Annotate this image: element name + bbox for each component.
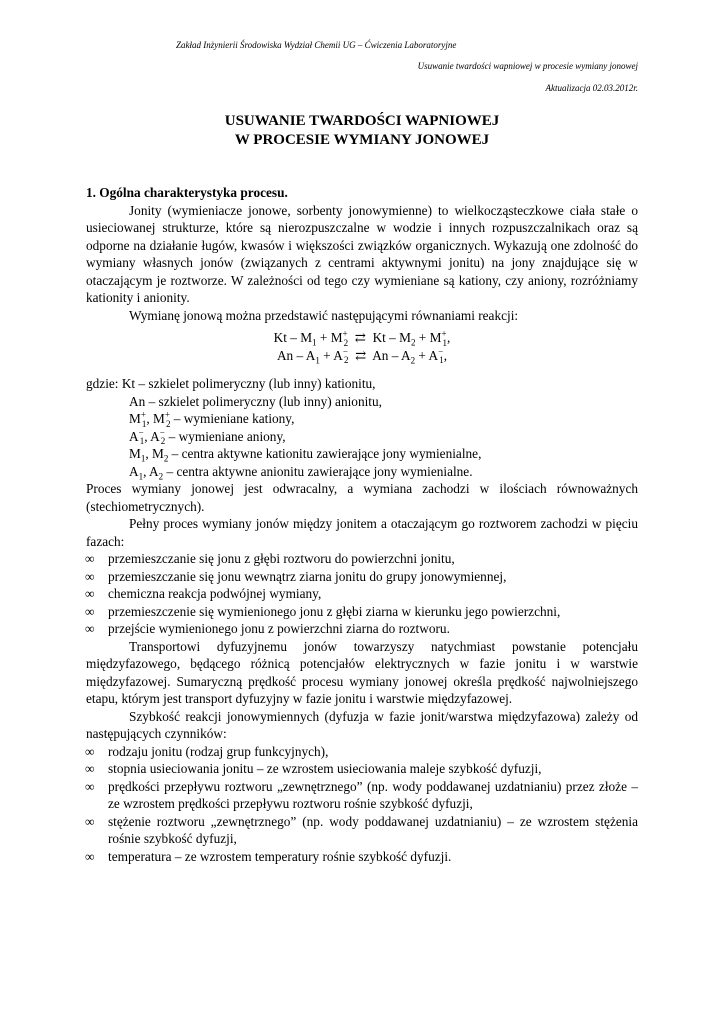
infinity-bullet-icon: ∞ bbox=[85, 586, 95, 601]
section-heading: 1. Ogólna charakterystyka procesu. bbox=[86, 185, 288, 200]
paragraph-transport: Transportowi dyfuzyjnemu jonów towarzyszy natychmiast powstanie potencjału międzyfazowego, będącego różnicą potencjałów elektrycznych w fazie jonitu i w warstwie międzyfazowej. Sumaryczną prędkość procesu wymiany jonowej określa prędkość najwolniejszego etapu, którym jest transport dyfuzyjny w fazie jonitu i warstwie międzyfazowej. bbox=[86, 638, 638, 706]
list-item: ∞ przemieszczenie się wymienionego jonu z głębi ziarna w kierunku jego powierzchni, bbox=[85, 603, 561, 619]
header-topic: Usuwanie twardości wapniowej w procesie wymiany jonowej bbox=[417, 61, 638, 71]
list-item: ∞ prędkości przepływu roztworu „zewnętrznego” (np. wody poddawanej uzdatnianiu) przez złoże – ze wzrostem prędkości przepływu roztworu rośnie szybkość dyfuzji, bbox=[85, 778, 638, 811]
header-update-date: Aktualizacja 02.03.2012r. bbox=[545, 83, 638, 93]
paragraph-equations-intro: Wymianę jonową można przedstawić następującymi równaniami reakcji: bbox=[129, 307, 519, 323]
list-item: ∞ chemiczna reakcja podwójnej wymiany, bbox=[85, 586, 322, 601]
list-item: ∞ stężenie roztworu „zewnętrznego” (np. wody poddawanej uzdatnianiu) – ze wzrostem stężenia rośnie szybkość dyfuzji, bbox=[85, 813, 638, 846]
list-item: ∞ temperatura – ze wzrostem temperatury rośnie szybkość dyfuzji. bbox=[85, 848, 452, 864]
equation-anion: $An - A_1 + A^-_2$ ⇄ $An - A_2 + A^-_1$, bbox=[276, 346, 448, 366]
list-item: ∞ przejście wymienionego jonu z powierzchni ziarna do roztworu. bbox=[85, 621, 450, 636]
list-item: ∞ rodzaju jonitu (rodzaj grup funkcyjnych), bbox=[85, 743, 329, 759]
paragraph-reversibility: Proces wymiany jonowej jest odwracalny, a wymiana zachodzi w ilościach równoważnych (stechiometrycznych). bbox=[86, 481, 638, 514]
list-item: ∞ stopnia usieciowania jonitu – ze wzrostem usieciowania maleje szybkość dyfuzji, bbox=[85, 761, 542, 776]
document-body bbox=[86, 184, 638, 865]
list-item: ∞ przemieszczanie się jonu wewnątrz ziarna jonitu do grupy jonowymiennej, bbox=[85, 568, 507, 584]
infinity-bullet-icon: ∞ bbox=[85, 568, 95, 584]
legend-anions: $A^-_1$, $A^-_2$ – wymieniane aniony, bbox=[129, 427, 286, 447]
legend-cations: $M^+_1$, $M^+_2$ – wymieniane kationy, bbox=[129, 409, 295, 429]
infinity-bullet-icon: ∞ bbox=[85, 761, 95, 776]
title-line-2: W PROCESIE WYMIANY JONOWEJ bbox=[234, 132, 490, 148]
infinity-bullet-icon: ∞ bbox=[85, 743, 95, 759]
equation-cation: $Kt - M_1 + M^+_2$ ⇄ $Kt - M_2 + M^+_1$, bbox=[273, 328, 451, 348]
paragraph-phases-intro: Pełny proces wymiany jonów między jonitem a otaczającym go roztworem zachodzi w pięciu fazach: bbox=[86, 516, 638, 549]
title-line-1: USUWANIE TWARDOŚCI WAPNIOWEJ bbox=[224, 113, 500, 129]
legend-cation-centers: $M_1$, $M_2$ – centra aktywne kationitu zawierające jony wymienialne, bbox=[129, 446, 482, 464]
factors-list bbox=[86, 743, 638, 866]
legend-anion-centers: $A_1$, $A_2$ – centra aktywne anionitu zawierające jony wymienialne. bbox=[129, 463, 473, 482]
paragraph-factors-intro: Szybkość reakcji jonowymiennych (dyfuzja w fazie jonit/warstwa międzyfazowa) zależy od następujących czynników: bbox=[86, 708, 638, 741]
infinity-bullet-icon: ∞ bbox=[85, 621, 95, 636]
infinity-bullet-icon: ∞ bbox=[85, 551, 95, 566]
header-institution: Zakład Inżynierii Środowiska Wydział Chemii UG – Ćwiczenia Laboratoryjne bbox=[176, 40, 457, 50]
infinity-bullet-icon: ∞ bbox=[85, 778, 95, 794]
infinity-bullet-icon: ∞ bbox=[85, 848, 95, 864]
legend-kt: gdzie: Kt – szkielet polimeryczny (lub inny) kationitu, bbox=[86, 376, 376, 391]
infinity-bullet-icon: ∞ bbox=[85, 603, 95, 619]
paragraph-intro: Jonity (wymieniacze jonowe, sorbenty jonowymienne) to wielkocząsteczkowe ciała stałe o usieciowanej strukturze, które są nierozpuszczalne w wodzie i innych rozpuszczalnikach oraz są odporne na działanie ługów, kwasów i większości związków organicznych. Wykazują one zdolność do wymiany własnych jonów (związanych z centrami aktywnymi jonitu) na jony znajdujące się w otaczającym je roztworze. W zależności od tego czy wymieniane są kationy, czy aniony, rozróżniamy kationity i anionity. bbox=[86, 202, 638, 305]
phases-list bbox=[86, 550, 638, 638]
infinity-bullet-icon: ∞ bbox=[85, 813, 95, 829]
list-item: ∞ przemieszczanie się jonu z głębi roztworu do powierzchni jonitu, bbox=[85, 551, 455, 566]
legend-an: An – szkielet polimeryczny (lub inny) anionitu, bbox=[129, 393, 382, 409]
